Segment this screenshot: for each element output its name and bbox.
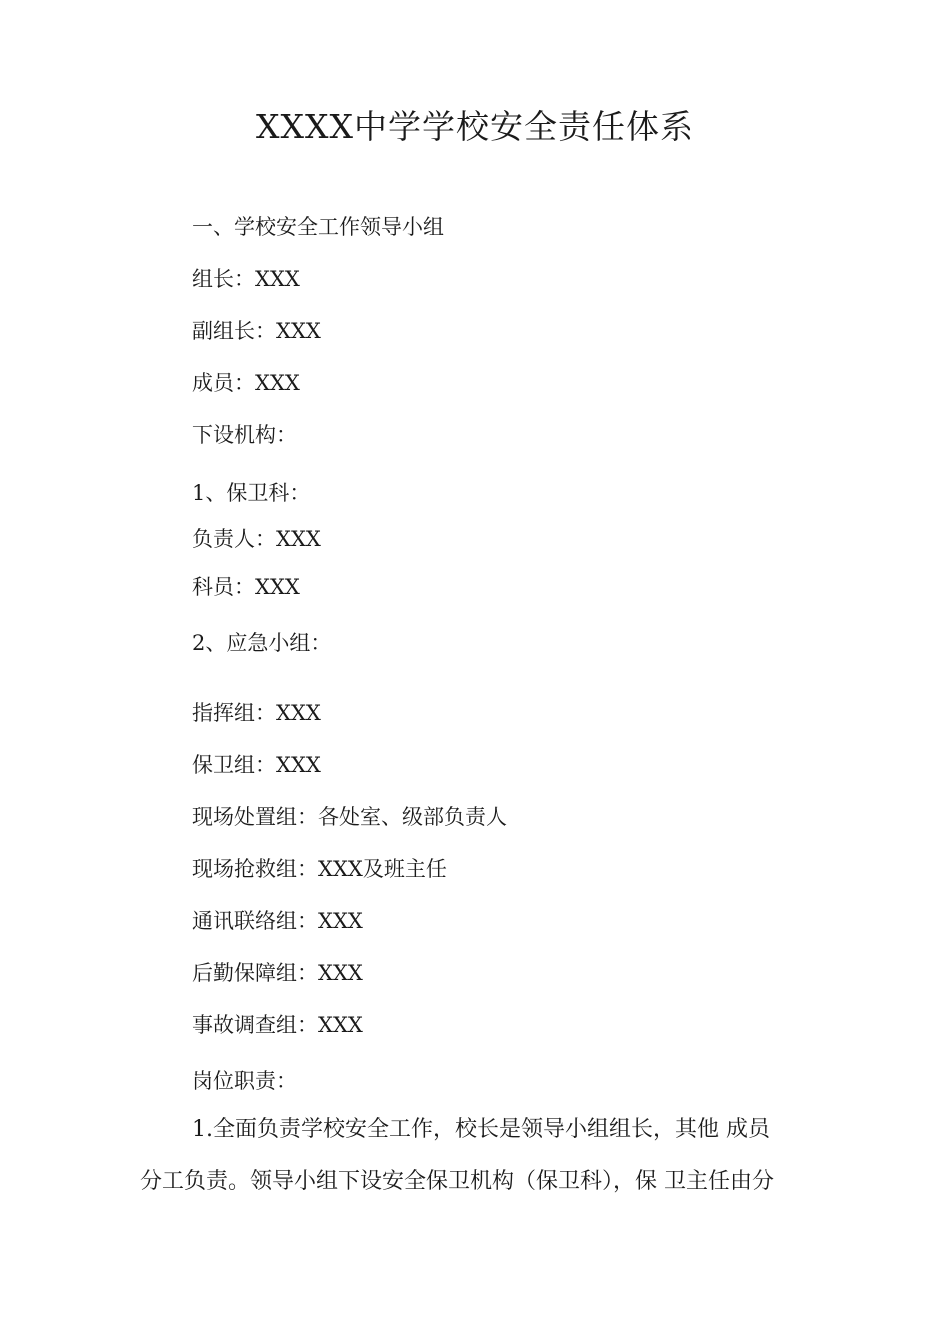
responsibility-paragraph-line-2: 分工负责。领导小组下设安全保卫机构（保卫科），保 卫主任由分	[140, 1169, 774, 1194]
onsite-rescue-team-line: 现场抢救组：XXX及班主任	[192, 857, 447, 881]
members-line: 成员：XXX	[192, 371, 300, 395]
responsibility-paragraph-line-1: 1.全面负责学校安全工作，校长是领导小组组长，其他 成员	[192, 1117, 770, 1142]
command-team-line: 指挥组：XXX	[192, 701, 321, 725]
job-responsibilities-heading: 岗位职责：	[192, 1069, 297, 1093]
section-heading-leadership-group: 一、学校安全工作领导小组	[192, 215, 444, 239]
investigation-team-line: 事故调查组：XXX	[192, 1013, 363, 1037]
security-department-heading: 1、保卫科：	[192, 481, 311, 505]
guard-team-line: 保卫组：XXX	[192, 753, 321, 777]
onsite-handling-team-line: 现场处置组：各处室、级部负责人	[192, 805, 507, 829]
communication-team-line: 通讯联络组：XXX	[192, 909, 363, 933]
security-staff-line: 科员：XXX	[192, 575, 300, 599]
deputy-leader-line: 副组长：XXX	[192, 319, 321, 343]
group-leader-line: 组长：XXX	[192, 267, 300, 291]
emergency-group-heading: 2、应急小组：	[192, 631, 332, 655]
document-title: XXXX中学学校安全责任体系	[256, 107, 694, 146]
logistics-team-line: 后勤保障组：XXX	[192, 961, 363, 985]
security-head-line: 负责人：XXX	[192, 527, 321, 551]
sub-organizations-heading: 下设机构：	[192, 423, 297, 447]
